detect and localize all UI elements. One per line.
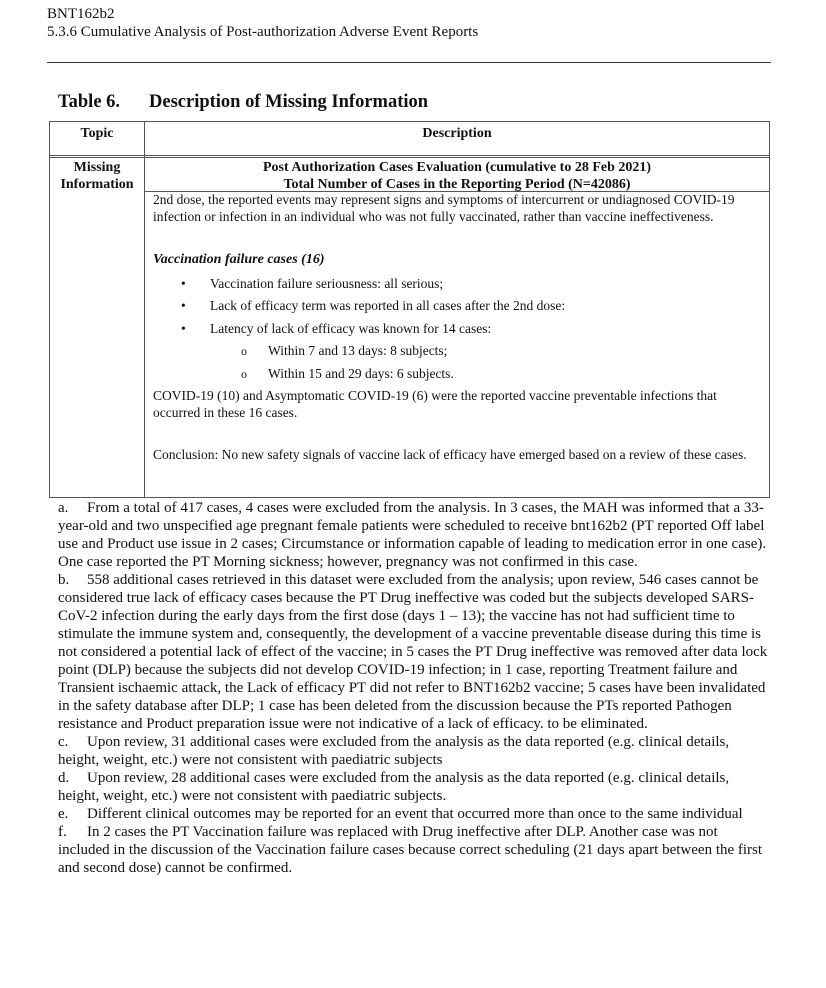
table-footnotes (58, 499, 770, 877)
column-header-description: Description (422, 126, 492, 141)
footnote-text: Upon review, 28 additional cases were excluded from the analysis as the data reported (e.g. clinical details, height, weight, etc.) were not consistent with paediatric subjects. (58, 770, 730, 804)
evaluation-heading (145, 159, 769, 193)
evaluation-heading-line: Total Number of Cases in the Reporting Period (N=42086) (283, 177, 631, 192)
table-title-text: Description of Missing Information (149, 92, 429, 112)
missing-information-table (49, 121, 770, 498)
description-body (153, 192, 763, 464)
topic-line: Information (60, 177, 134, 192)
footnote (58, 769, 770, 805)
intro-paragraph: 2nd dose, the reported events may represent signs and symptoms of intercurrent or undiagnosed COVID-19 infection or infection in an individual who was not fully vaccinated, rather than vaccine ineffectiveness. (153, 192, 735, 224)
covid-infections-paragraph: COVID-19 (10) and Asymptomatic COVID-19 (6) were the reported vaccine preventable infections that occurred in these 16 cases. (153, 388, 717, 420)
table-caption (58, 92, 428, 113)
footnote (58, 499, 770, 571)
header-divider (47, 62, 771, 63)
evaluation-heading-line: Post Authorization Cases Evaluation (cumulative to 28 Feb 2021) (262, 160, 652, 175)
header-row-divider (50, 155, 769, 156)
sub-bullet-item: o Within 7 and 13 days: 8 subjects; (153, 343, 763, 360)
latency-sub-list (153, 343, 763, 382)
vaccination-failure-subheading: Vaccination failure cases (16) (153, 252, 325, 267)
footnote (58, 805, 770, 823)
footnote (58, 571, 770, 733)
topic-line: Missing (73, 160, 121, 175)
footnote-label: b. (58, 572, 70, 588)
bullet-item: • Latency of lack of efficacy was known for 14 cases: (153, 321, 763, 338)
table-number: Table 6. (58, 92, 121, 112)
section-title: 5.3.6 Cumulative Analysis of Post-authorization Adverse Event Reports (47, 24, 479, 40)
footnote-label: f. (58, 824, 67, 840)
conclusion-paragraph: Conclusion: No new safety signals of vaccine lack of efficacy have emerged based on a review of these cases. (153, 447, 747, 462)
footnote-label: e. (58, 806, 69, 822)
bullet-item: • Lack of efficacy term was reported in all cases after the 2nd dose: (153, 298, 763, 315)
footnote-label: c. (58, 734, 69, 750)
footnote-text: In 2 cases the PT Vaccination failure was replaced with Drug ineffective after DLP. Another case was not included in the discussion of the Vaccination failure cases because correct scheduling (21 days apart between the first and second dose) cannot be confirmed. (58, 824, 763, 876)
footnote (58, 733, 770, 769)
footnote-label: d. (58, 770, 70, 786)
footnote-text: From a total of 417 cases, 4 cases were excluded from the analysis. In 3 cases, the MAH was informed that a 33-year-old and two unspecified age pregnant female patients were scheduled to receive bnt162b2 (PT reported Off label use and Product use issue in 2 cases; Circumstance or information capable of leading to medication error in one case). One case reported the PT Morning sickness; however, pregnancy was not confirmed in this case. (58, 500, 767, 570)
page-header (47, 5, 771, 41)
footnote-label: a. (58, 500, 69, 516)
failure-bullet-list (153, 276, 763, 338)
footnote-text: Different clinical outcomes may be reported for an event that occurred more than once to the same individual (87, 806, 743, 822)
footnote-text: 558 additional cases retrieved in this dataset were excluded from the analysis; upon review, 546 cases cannot be considered true lack of efficacy cases because the PT Drug ineffective was coded but the subjects developed SARS-CoV-2 infection during the early days from the first dose (days 1 – 13); the vaccine has not had sufficient time to stimulate the immune system and, consequently, the development of a vaccine preventable disease during this time is not considered a potential lack of effect of the vaccine; in 5 cases the PT Drug ineffective was removed after data lock point (DLP) because the subjects did not develop COVID-19 infection; in 1 case, reporting Treatment failure and Transient ischaemic attack, the Lack of efficacy PT did not refer to BNT162b2 vaccine; 5 cases have been invalidated in the safety database after DLP; 1 case has been deleted from the discussion because the PTs reported Pathogen resistance and Product preparation issue were not indicative of a lack of efficacy. to be eliminated. (58, 572, 768, 732)
header-row-divider-double (50, 157, 769, 158)
document-id: BNT162b2 (47, 6, 115, 22)
column-header-topic: Topic (80, 126, 114, 141)
sub-bullet-item: o Within 15 and 29 days: 6 subjects. (153, 366, 763, 383)
topic-cell (50, 159, 144, 193)
bullet-item: • Vaccination failure seriousness: all serious; (153, 276, 763, 293)
footnote (58, 823, 770, 877)
footnote-text: Upon review, 31 additional cases were excluded from the analysis as the data reported (e.g. clinical details, height, weight, etc.) were not consistent with paediatric subjects (58, 734, 730, 768)
